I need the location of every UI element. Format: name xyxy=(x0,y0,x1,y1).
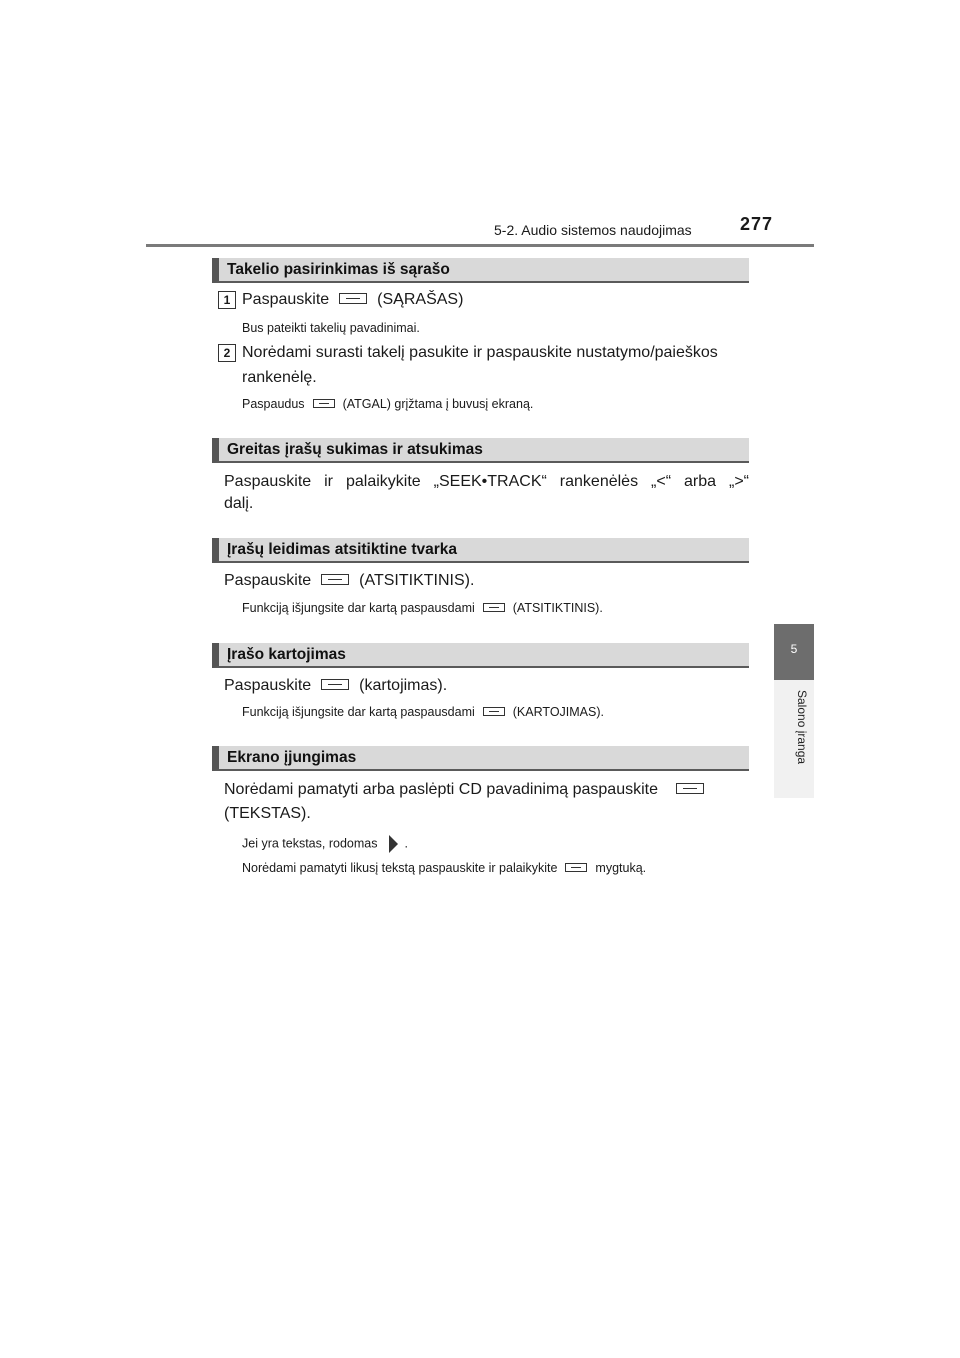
step2-line1: Norėdami surasti takelį pasukite ir paspauskite nustatymo/paieškos xyxy=(242,344,718,361)
screen-button-icon xyxy=(321,574,349,585)
s4-note xyxy=(242,704,604,720)
step1-text-post: (SĄRAŠAS) xyxy=(377,291,464,308)
screen-button-icon xyxy=(565,863,587,872)
step-badge-2: 2 xyxy=(218,344,236,362)
s3-text xyxy=(224,567,474,594)
step2-note-post: (ATGAL) grįžtama į buvusį ekraną. xyxy=(342,397,534,411)
s5-note1-post: . xyxy=(404,836,408,851)
s5-line1 xyxy=(224,776,749,803)
s5-note1-pre: Jei yra tekstas, rodomas xyxy=(242,836,378,851)
s4-text xyxy=(224,672,447,699)
s5-line1-text: Norėdami pamatyti arba paslėpti CD pavadinimą paspauskite xyxy=(224,781,658,798)
section-header: 5-2. Audio sistemos naudojimas xyxy=(494,222,692,238)
step2-note xyxy=(242,396,533,412)
s3-note-pre: Funkciją išjungsite dar kartą paspausdami xyxy=(242,601,475,615)
s4-note-pre: Funkciją išjungsite dar kartą paspausdami xyxy=(242,705,475,719)
section-heading-track-list xyxy=(212,258,749,283)
screen-button-icon xyxy=(339,293,367,304)
section-title: Įrašų leidimas atsitiktine tvarka xyxy=(227,541,458,558)
step1-text-pre: Paspauskite xyxy=(242,291,330,308)
screen-button-icon xyxy=(321,679,349,690)
s3-text-pre: Paspauskite xyxy=(224,572,312,589)
s5-note2 xyxy=(242,860,646,876)
section-title: Ekrano įjungimas xyxy=(227,749,357,766)
s5-note1 xyxy=(242,835,408,853)
s3-note xyxy=(242,600,603,616)
section-title: Takelio pasirinkimas iš sąrašo xyxy=(227,261,450,278)
play-arrow-icon xyxy=(389,835,398,853)
s5-note2-pre: Norėdami pamatyti likusį tekstą paspauskite ir palaikykite xyxy=(242,861,558,875)
section-heading-fast-forward xyxy=(212,438,749,463)
step1-note: Bus pateikti takelių pavadinimai. xyxy=(242,321,420,335)
screen-button-icon xyxy=(313,399,335,408)
s3-text-post: (ATSITIKTINIS). xyxy=(359,572,475,589)
header-rule xyxy=(146,244,814,247)
section-heading-display xyxy=(212,746,749,771)
s2-line1: Paspauskite ir palaikykite „SEEK•TRACK“ rankenėlės „<“ arba „>“ xyxy=(224,473,749,490)
chapter-tab xyxy=(774,624,814,680)
chapter-label: Salono įranga xyxy=(795,690,809,765)
s5-line2: (TEKSTAS). xyxy=(224,805,311,822)
section-heading-random xyxy=(212,538,749,563)
step2-line2: rankenėlę. xyxy=(242,369,317,386)
screen-button-icon xyxy=(483,603,505,612)
chapter-number: 5 xyxy=(790,642,798,656)
section-title: Greitas įrašų sukimas ir atsukimas xyxy=(227,441,483,458)
s2-line2: dalį. xyxy=(224,495,254,512)
s4-text-post: (kartojimas). xyxy=(359,677,448,694)
section-heading-repeat xyxy=(212,643,749,668)
page-number: 277 xyxy=(740,214,774,234)
s5-note2-post: mygtuką. xyxy=(595,861,647,875)
section-title: Įrašo kartojimas xyxy=(227,646,346,663)
step2-note-pre: Paspaudus xyxy=(242,397,305,411)
s3-note-post: (ATSITIKTINIS). xyxy=(512,601,603,615)
step1-text xyxy=(242,286,463,313)
screen-button-icon xyxy=(483,707,505,716)
s4-note-post: (KARTOJIMAS). xyxy=(512,705,604,719)
s4-text-pre: Paspauskite xyxy=(224,677,312,694)
screen-button-icon xyxy=(676,783,704,794)
step-badge-1: 1 xyxy=(218,291,236,309)
